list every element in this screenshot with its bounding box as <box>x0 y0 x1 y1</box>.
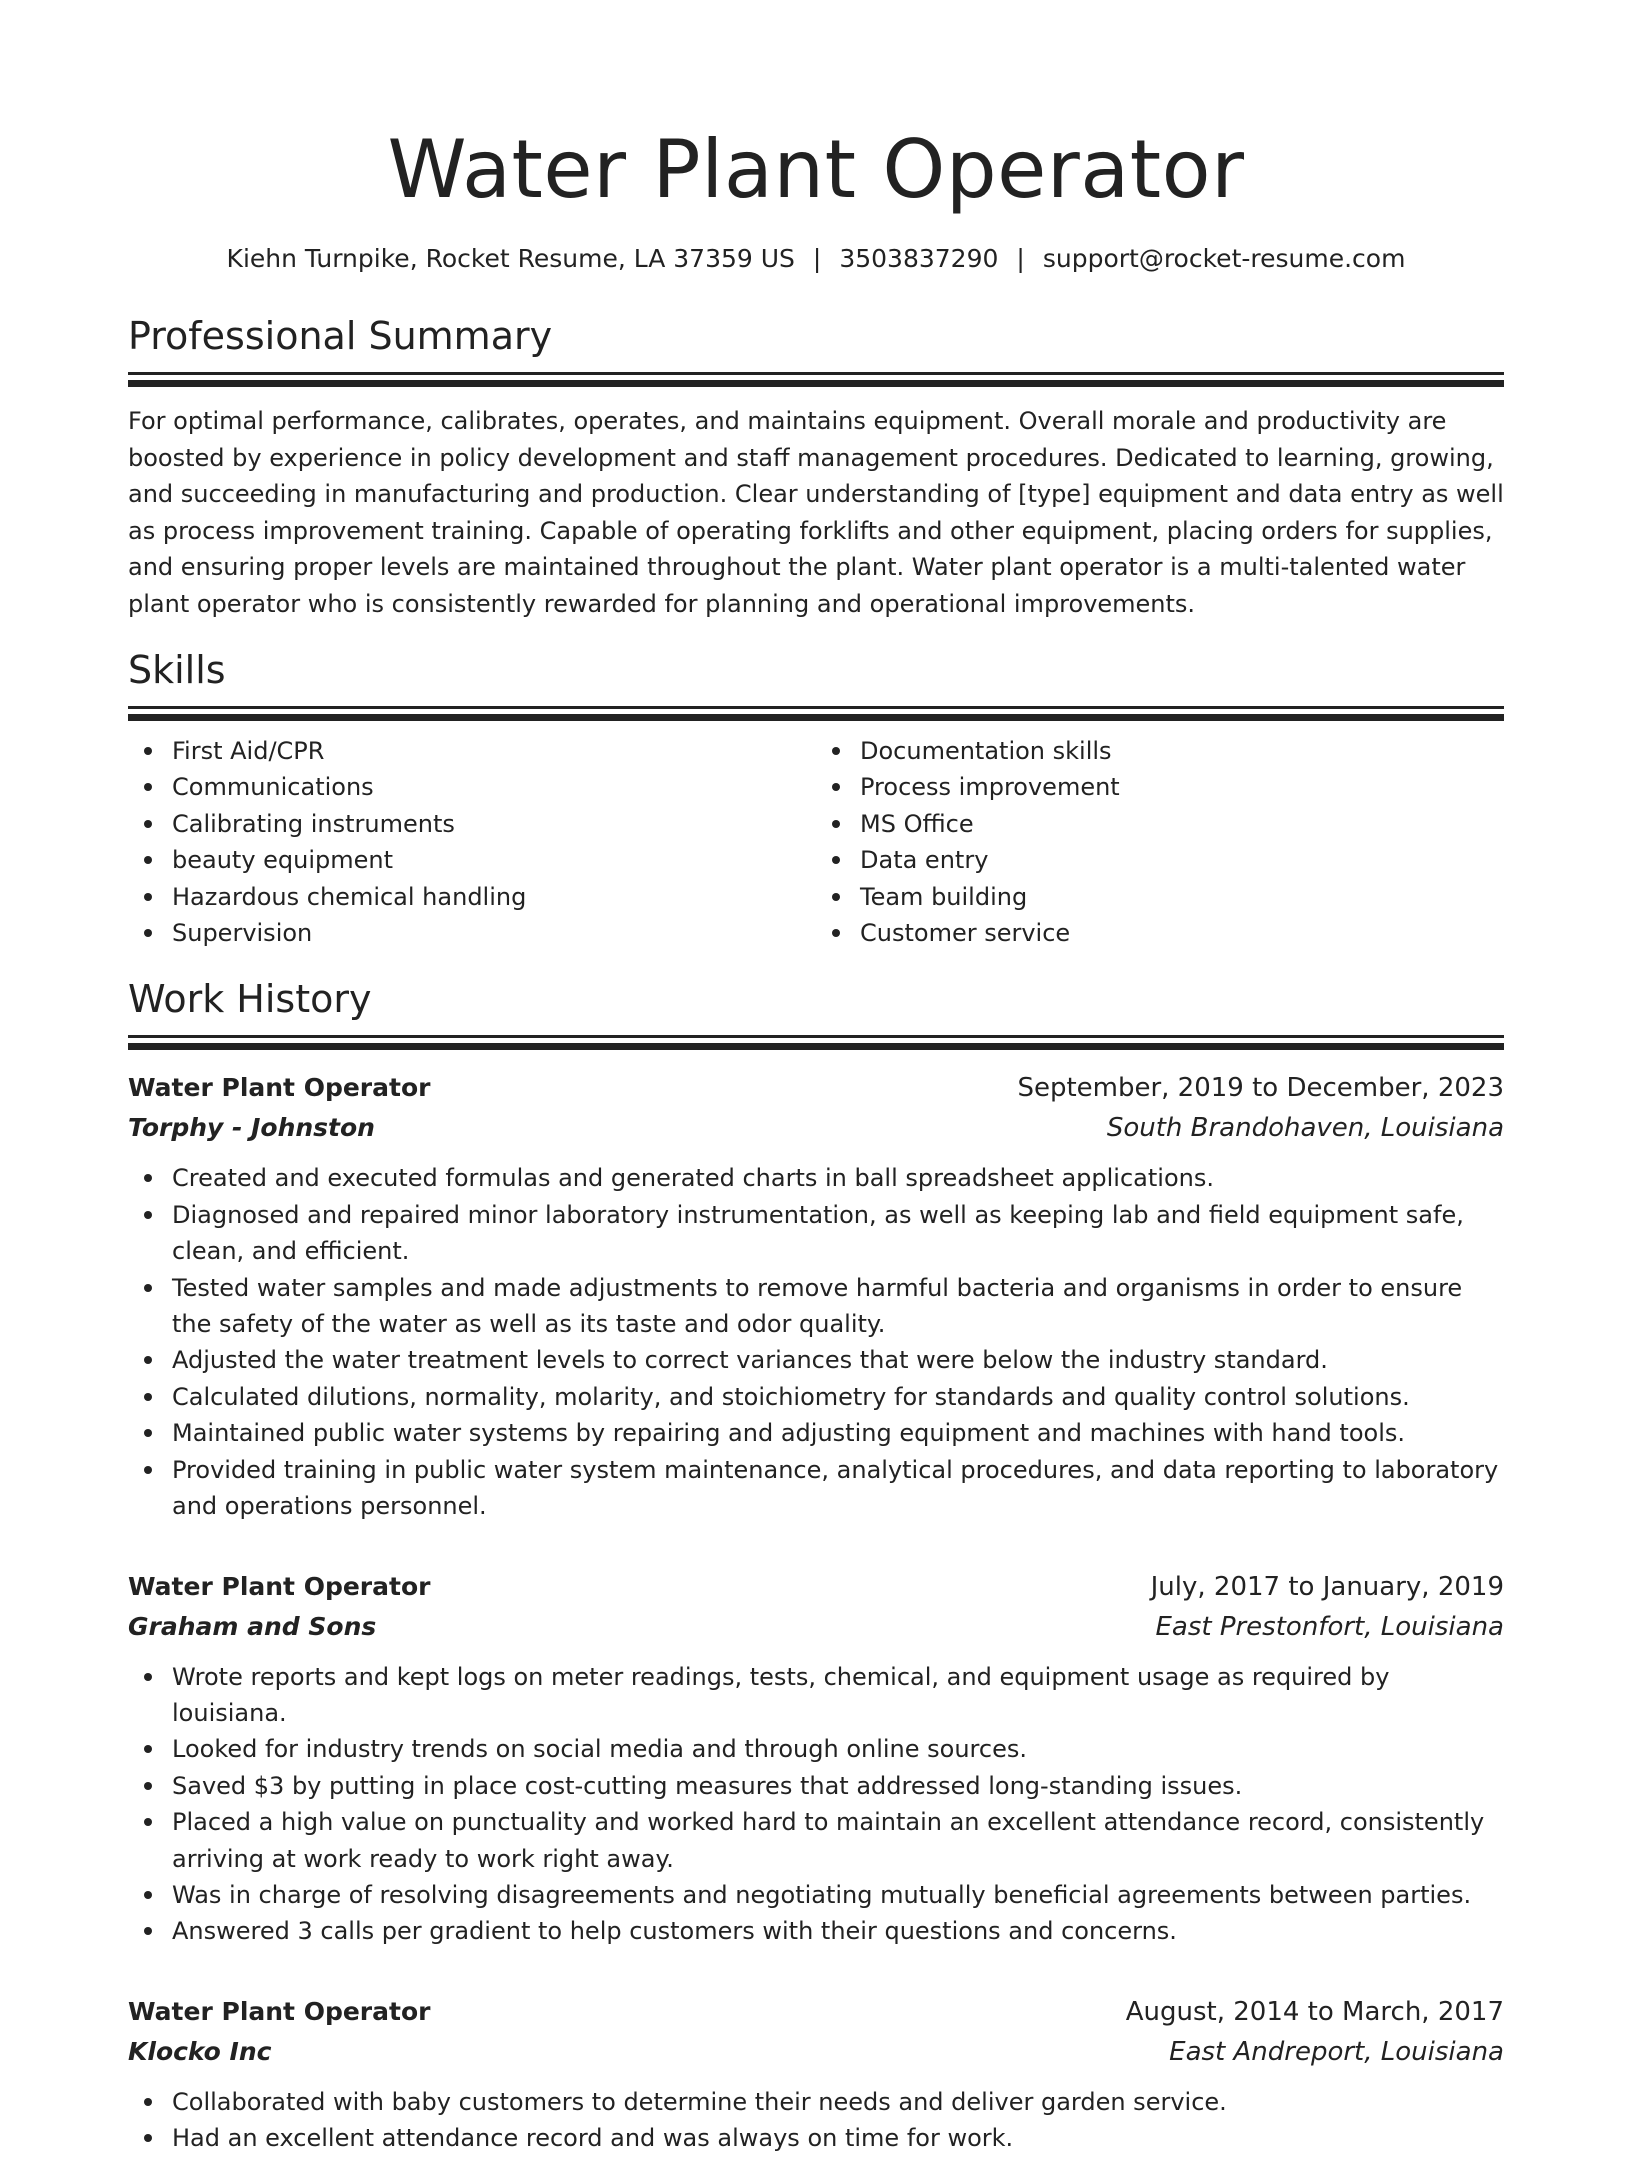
contact-email[interactable]: support@rocket-resume.com <box>1042 244 1406 273</box>
job-dates: July, 2017 to January, 2019 <box>1150 1571 1504 1602</box>
section-divider <box>128 1035 1504 1050</box>
section-heading: Work History <box>128 977 372 1022</box>
list-item: Provided training in public water system maintenance, analytical procedures, and data reporting to laboratory and operations personnel. <box>172 1452 1504 1525</box>
job-location: East Prestonfort, Louisiana <box>1155 1611 1504 1642</box>
contact-phone: 3503837290 <box>839 244 999 273</box>
list-item: First Aid/CPR <box>172 733 816 769</box>
list-item: Maintained public water systems by repairing and adjusting equipment and machines with hand tools. <box>172 1415 1504 1451</box>
job-dates: August, 2014 to March, 2017 <box>1125 1996 1504 2027</box>
job-entry <box>128 1567 1504 1950</box>
section-divider <box>128 706 1504 721</box>
list-item: Calibrating instruments <box>172 806 816 842</box>
list-item: Supervision <box>172 915 816 951</box>
job-company: Klocko Inc <box>128 2036 272 2066</box>
list-item: beauty equipment <box>172 842 816 878</box>
job-title: Water Plant Operator <box>128 1571 431 1601</box>
job-company: Torphy - Johnston <box>128 1113 375 1143</box>
list-item: Communications <box>172 769 816 805</box>
job-entry <box>128 1992 1504 2157</box>
list-item: Answered 3 calls per gradient to help customers with their questions and concerns. <box>172 1913 1504 1949</box>
list-item: Team building <box>860 879 1504 915</box>
list-item: Process improvement <box>860 769 1504 805</box>
list-item: Hazardous chemical handling <box>172 879 816 915</box>
list-item: Created and executed formulas and generated charts in ball spreadsheet applications. <box>172 1160 1504 1196</box>
contact-line <box>128 242 1504 276</box>
resume-title: Water Plant Operator <box>387 123 1245 216</box>
job-header-row <box>128 1567 1504 1607</box>
work-history-section <box>128 975 1504 2156</box>
list-item: Was in charge of resolving disagreements and negotiating mutually beneficial agreements between parties. <box>172 1877 1504 1913</box>
resume-page <box>128 0 1504 2157</box>
skills-column-left <box>128 733 816 951</box>
list-item: Adjusted the water treatment levels to correct variances that were below the industry standard. <box>172 1342 1504 1378</box>
list-item: Placed a high value on punctuality and worked hard to maintain an excellent attendance record, consistently arriving at work ready to work right away. <box>172 1804 1504 1877</box>
list-item: Calculated dilutions, normality, molarity, and stoichiometry for standards and quality control solutions. <box>172 1379 1504 1415</box>
section-divider <box>128 372 1504 387</box>
contact-address: Kiehn Turnpike, Rocket Resume, LA 37359 US <box>226 244 795 273</box>
summary-text: For optimal performance, calibrates, operates, and maintains equipment. Overall morale and productivity are boosted by experience in policy development and staff management procedures. Dedicated to learning, growing, and succeeding in manufacturing and production. Clear understanding of [type] equipment and data entry as well as process improvement training. Capable of operating forklifts and other equipment, placing orders for supplies, and ensuring proper levels are maintained throughout the plant. Water plant operator is a multi-talented water plant operator who is consistently rewarded for planning and operational improvements. <box>128 407 1504 618</box>
skills-grid <box>128 733 1504 951</box>
job-title: Water Plant Operator <box>128 1996 431 2026</box>
job-list <box>128 1068 1504 2156</box>
list-item: Had an excellent attendance record and was always on time for work. <box>172 2120 1504 2156</box>
job-bullets <box>128 1659 1504 1950</box>
job-company-row <box>128 2032 1504 2072</box>
job-bullets <box>128 2084 1504 2157</box>
list-item: Data entry <box>860 842 1504 878</box>
skills-column-right <box>816 733 1504 951</box>
professional-summary-section <box>128 312 1504 622</box>
skills-section <box>128 646 1504 951</box>
job-company-row <box>128 1607 1504 1647</box>
job-header-row <box>128 1068 1504 1108</box>
section-heading: Skills <box>128 648 226 692</box>
job-location: South Brandohaven, Louisiana <box>1106 1113 1504 1144</box>
job-header-row <box>128 1992 1504 2032</box>
contact-separator: | <box>1016 244 1025 273</box>
contact-separator: | <box>812 244 822 273</box>
job-company-row <box>128 1108 1504 1148</box>
list-item: Tested water samples and made adjustments to remove harmful bacteria and organisms in order to ensure the safety of the water as well as its taste and odor quality. <box>172 1270 1504 1343</box>
job-location: East Andreport, Louisiana <box>1169 2036 1504 2067</box>
job-bullets <box>128 1160 1504 1524</box>
job-company: Graham and Sons <box>128 1611 377 1641</box>
list-item: Customer service <box>860 915 1504 951</box>
list-item: MS Office <box>860 806 1504 842</box>
list-item: Wrote reports and kept logs on meter readings, tests, chemical, and equipment usage as required by louisiana. <box>172 1659 1504 1732</box>
list-item: Diagnosed and repaired minor laboratory instrumentation, as well as keeping lab and field equipment safe, clean, and efficient. <box>172 1197 1504 1270</box>
job-title: Water Plant Operator <box>128 1073 431 1103</box>
section-heading: Professional Summary <box>128 314 553 358</box>
job-dates: September, 2019 to December, 2023 <box>1017 1073 1504 1104</box>
list-item: Looked for industry trends on social media and through online sources. <box>172 1731 1504 1767</box>
list-item: Saved $3 by putting in place cost-cutting measures that addressed long-standing issues. <box>172 1768 1504 1804</box>
job-entry <box>128 1068 1504 1524</box>
list-item: Collaborated with baby customers to determine their needs and deliver garden service. <box>172 2084 1504 2120</box>
list-item: Documentation skills <box>860 733 1504 769</box>
